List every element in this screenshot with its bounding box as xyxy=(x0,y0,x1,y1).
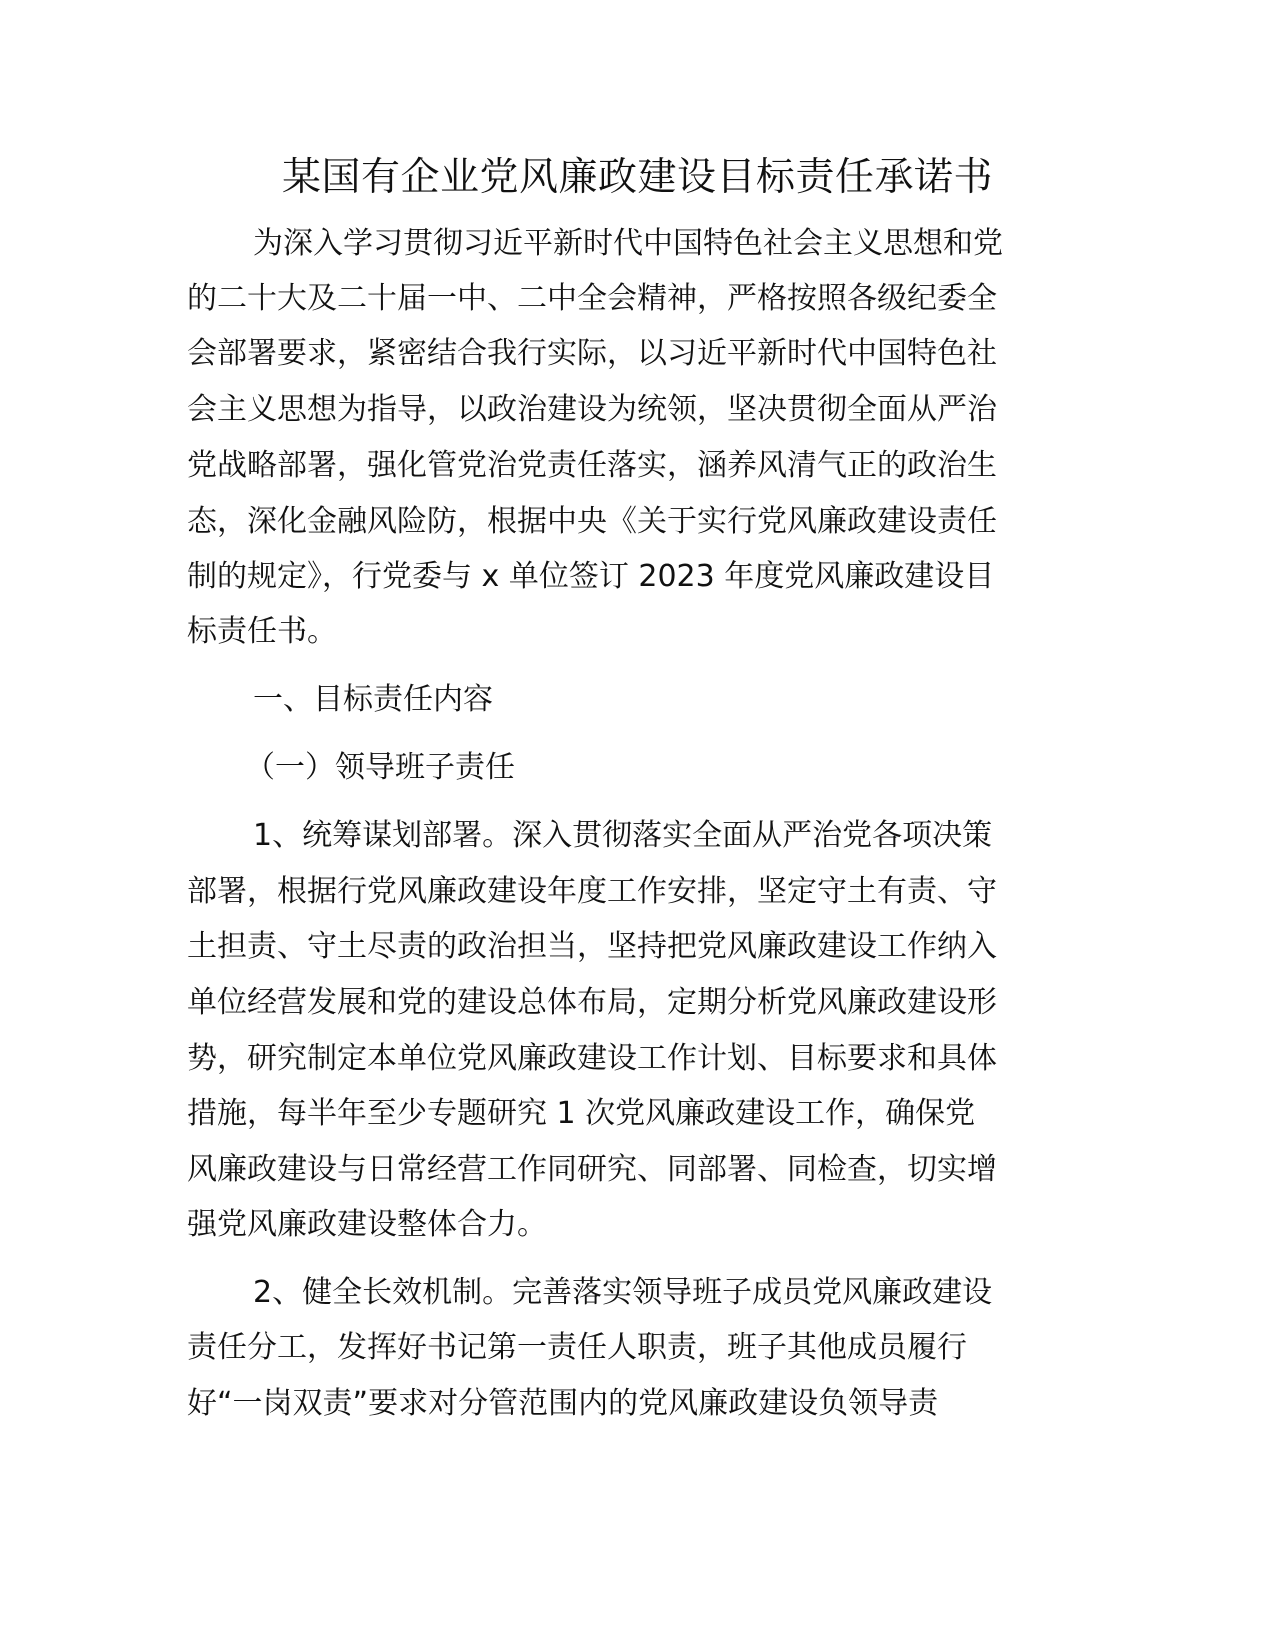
item-1-line: 措施，每半年至少专题研究 1 次党风廉政建设工作，确保党 xyxy=(187,1096,976,1131)
intro-line: 会主义思想为指导，以政治建设为统领，坚决贯彻全面从严治 xyxy=(187,392,997,427)
item-1-line: 势，研究制定本单位党风廉政建设工作计划、目标要求和具体 xyxy=(187,1041,997,1076)
subsection-heading: （一）领导班子责任 xyxy=(245,750,515,785)
intro-line: 的二十大及二十届一中、二中全会精神，严格按照各级纪委全 xyxy=(187,281,997,316)
item-1-line: 土担责、守土尽责的政治担当，坚持把党风廉政建设工作纳入 xyxy=(187,929,997,964)
document-title: 某国有企业党风廉政建设目标责任承诺书 xyxy=(281,155,993,200)
intro-line: 会部署要求，紧密结合我行实际，以习近平新时代中国特色社 xyxy=(187,336,997,371)
intro-line: 为深入学习贯彻习近平新时代中国特色社会主义思想和党 xyxy=(253,226,1003,261)
item-2-line: 好“一岗双责”要求对分管范围内的党风廉政建设负领导责 xyxy=(187,1386,939,1421)
item-2-line: 责任分工，发挥好书记第一责任人职责，班子其他成员履行 xyxy=(187,1330,967,1365)
item-2-line: 2、健全长效机制。完善落实领导班子成员党风廉政建设 xyxy=(253,1275,993,1310)
item-1-line: 1、统筹谋划部署。深入贯彻落实全面从严治党各项决策 xyxy=(253,818,993,853)
intro-line: 态，深化金融风险防，根据中央《关于实行党风廉政建设责任 xyxy=(187,504,997,539)
item-1-line: 单位经营发展和党的建设总体布局，定期分析党风廉政建设形 xyxy=(187,985,997,1020)
intro-line: 制的规定》，行党委与 x 单位签订 2023 年度党风廉政建设目 xyxy=(187,559,995,594)
item-1-line: 风廉政建设与日常经营工作同研究、同部署、同检查，切实增 xyxy=(187,1152,997,1187)
section-heading: 一、目标责任内容 xyxy=(253,682,493,717)
intro-line: 标责任书。 xyxy=(187,614,337,649)
item-1-line: 强党风廉政建设整体合力。 xyxy=(187,1207,547,1242)
item-1-line: 部署，根据行党风廉政建设年度工作安排，坚定守土有责、守 xyxy=(187,874,997,909)
intro-line: 党战略部署，强化管党治党责任落实，涵养风清气正的政治生 xyxy=(187,448,997,483)
